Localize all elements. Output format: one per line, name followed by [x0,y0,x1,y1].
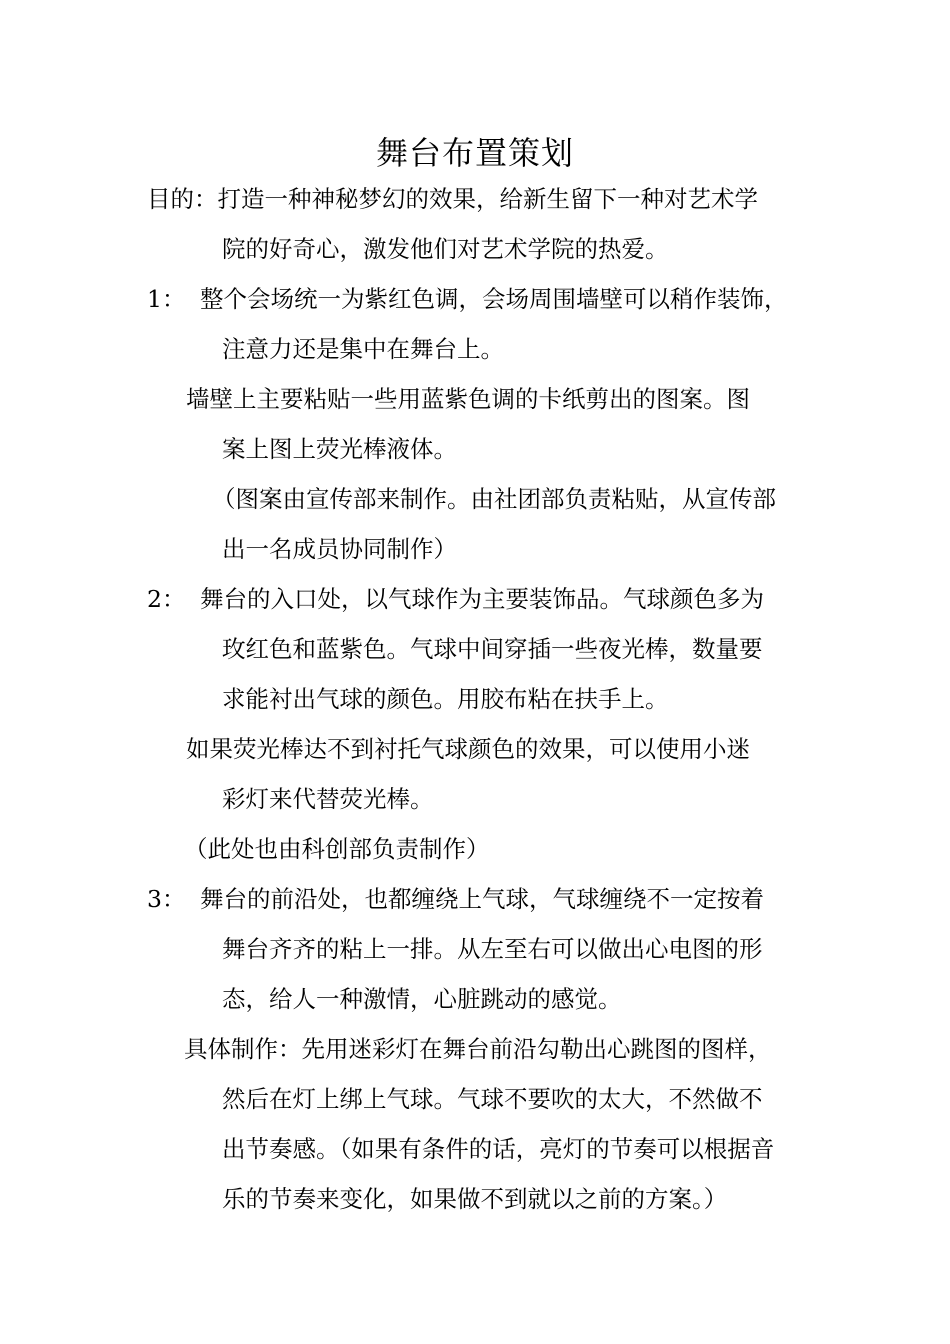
section-2-line-3: 求能衬出气球的颜色。用胶布粘在扶手上。 [222,685,669,713]
section-3-line-3: 态，给人一种激情，心脏跳动的感觉。 [222,985,622,1013]
section-2-para-2-line-1: 如果荧光棒达不到衬托气球颜色的效果，可以使用小迷 [186,735,750,763]
section-3-para-2-line-1: 具体制作：先用迷彩灯在舞台前沿勾勒出心跳图的图样， [184,1035,772,1063]
section-2-line-1: 舞台的入口处，以气球作为主要装饰品。气球颜色多为 [200,585,764,613]
section-1-line-1: 整个会场统一为紫红色调，会场周围墙壁可以稍作装饰， [200,285,788,313]
section-1-number: 1： [147,285,186,313]
section-3-para-2-line-2: 然后在灯上绑上气球。气球不要吹的太大，不然做不 [222,1085,763,1113]
section-1-para-2-line-1: 墙壁上主要粘贴一些用蓝紫色调的卡纸剪出的图案。图 [186,385,750,413]
section-2-para-3-line-1: （此处也由科创部负责制作） [184,835,490,863]
purpose-line-1: 目的：打造一种神秘梦幻的效果，给新生留下一种对艺术学 [147,185,758,213]
page-title: 舞台布置策划 [375,134,574,172]
section-2-number: 2： [147,585,186,613]
purpose-line-2: 院的好奇心，激发他们对艺术学院的热爱。 [222,235,669,263]
section-1-para-3-line-1: （图案由宣传部来制作。由社团部负责粘贴，从宣传部 [212,485,776,513]
section-1-para-2-line-2: 案上图上荧光棒液体。 [222,435,457,463]
section-1-line-2: 注意力还是集中在舞台上。 [222,335,504,363]
section-3-number: 3： [147,885,186,913]
section-3-para-2-line-3: 出节奏感。（如果有条件的话，亮灯的节奏可以根据音 [222,1135,775,1163]
section-3-para-2-line-4: 乐的节奏来变化，如果做不到就以之前的方案。） [222,1185,728,1213]
section-2-line-2: 玫红色和蓝紫色。气球中间穿插一些夜光棒，数量要 [222,635,763,663]
section-2-para-2-line-2: 彩灯来代替荧光棒。 [222,785,434,813]
section-1-para-3-line-2: 出一名成员协同制作） [222,535,457,563]
section-3-line-2: 舞台齐齐的粘上一排。从左至右可以做出心电图的形 [222,935,763,963]
section-3-line-1: 舞台的前沿处，也都缠绕上气球，气球缠绕不一定按着 [200,885,764,913]
